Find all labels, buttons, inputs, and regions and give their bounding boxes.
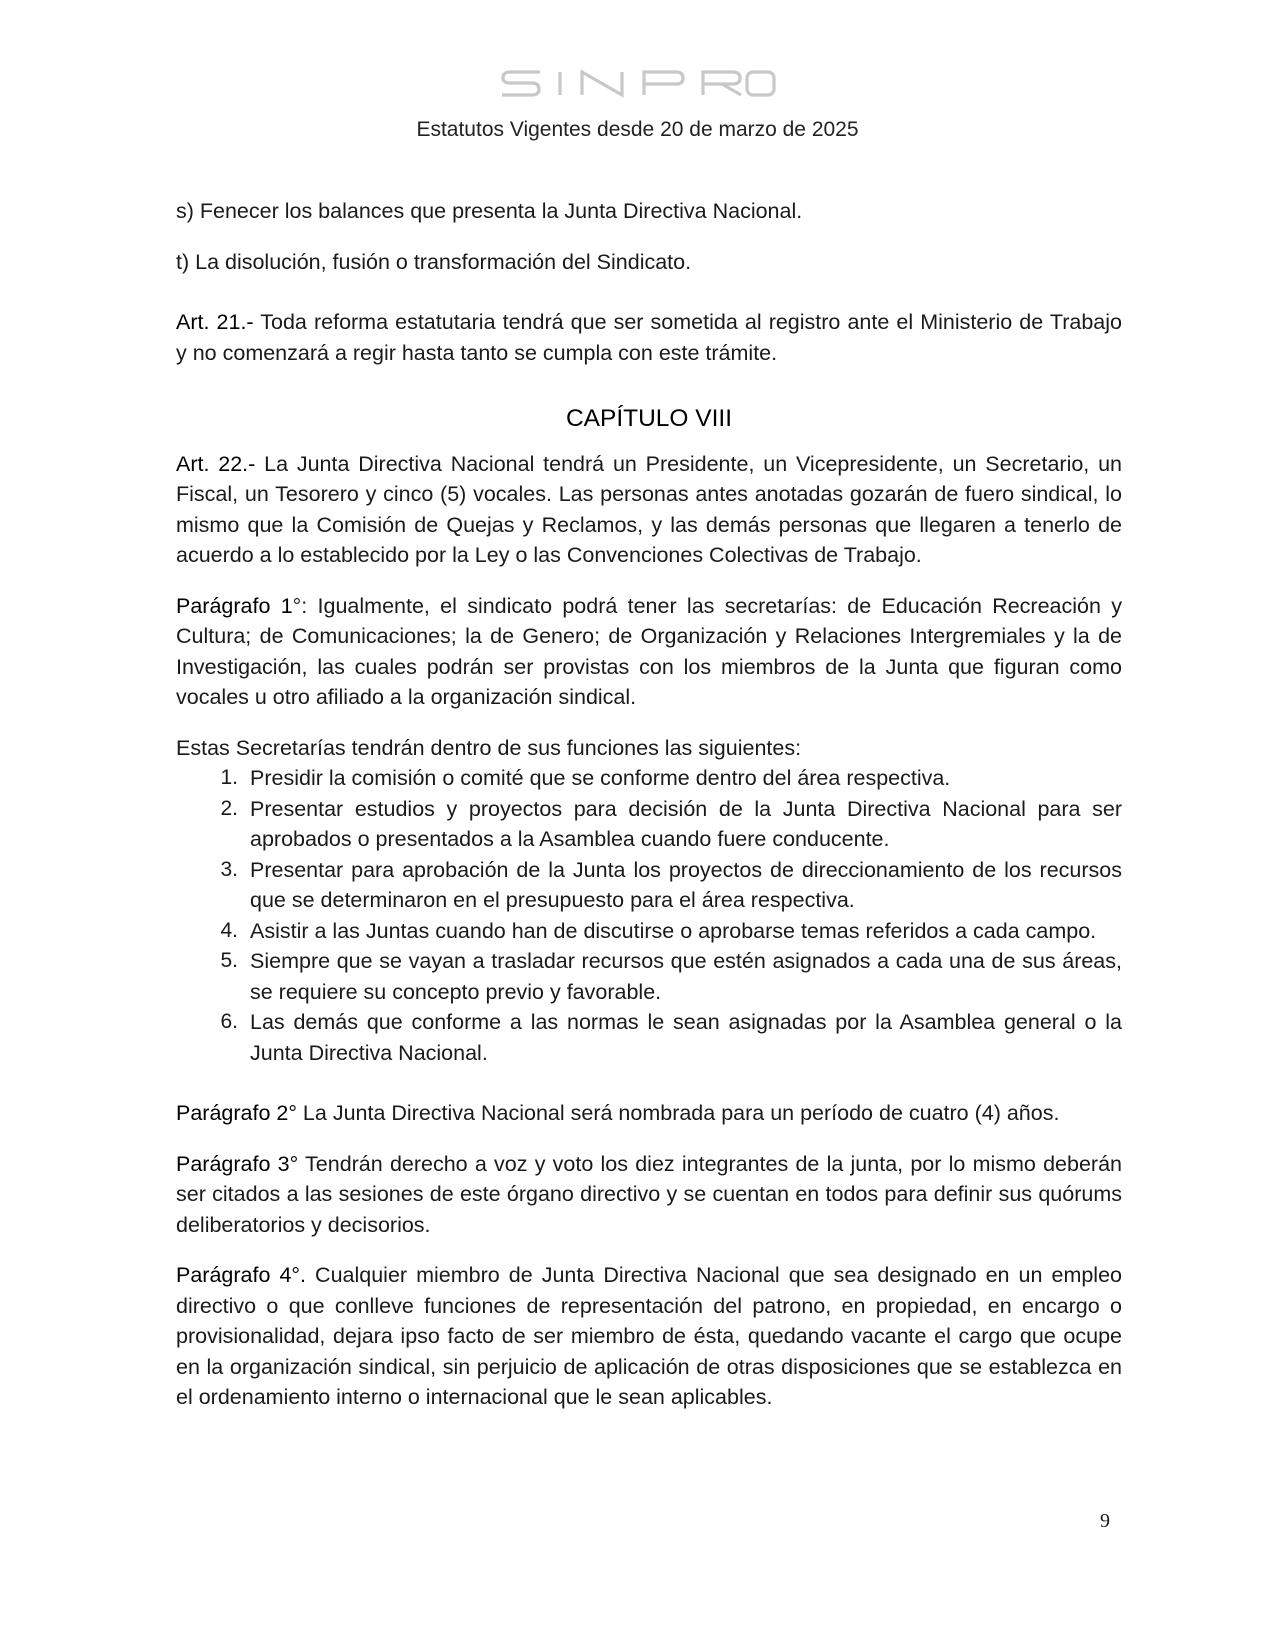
functions-list: [176, 763, 1122, 1068]
list-item-text: Asistir a las Juntas cuando han de discutirse o aprobarse temas referidos a cada campo.: [250, 918, 1097, 943]
paragraph-3-label: Parágrafo 3°: [176, 1151, 299, 1176]
list-item-number: 1.: [220, 766, 238, 789]
list-item-text: Presentar estudios y proyectos para decisión de la Junta Directiva Nacional para ser aprobados o presentados a la Asamblea cuando fuere conducente.: [250, 796, 1122, 851]
logo-wordmark-icon: [500, 68, 776, 98]
paragraph-4-text: Cualquier miembro de Junta Directiva Nacional que sea designado en un empleo directivo o que conlleve funciones de representación del patrono, en propiedad, en encargo o provisionalidad, dejara ipso facto de ser miembro de ésta, quedando vacante el cargo que ocupe en la organización sindical, sin perjuicio de aplicación de otras disposiciones que se establezca en el ordenamiento interno o internacional que le sean aplicables.: [176, 1263, 1123, 1409]
paragraph-1: [176, 591, 1122, 713]
article-21-text: Toda reforma estatutaria tendrá que ser sometida al registro ante el Ministerio de Trabajo y no comenzará a regir hasta tanto se cumpla con este trámite.: [176, 310, 1122, 365]
paragraph-2-text: La Junta Directiva Nacional será nombrada para un período de cuatro (4) años.: [296, 1101, 1060, 1125]
list-item: [176, 946, 1122, 1007]
paragraph-2: [176, 1098, 1122, 1129]
list-item-t: t) La disolución, fusión o transformación del Sindicato.: [176, 249, 692, 274]
paragraph-2-label: Parágrafo 2°: [176, 1101, 297, 1125]
list-item-text: Las demás que conforme a las normas le sean asignadas por la Asamblea general o la Junta Directiva Nacional.: [250, 1010, 1122, 1065]
list-item: [176, 1007, 1122, 1068]
list-item-text: Siempre que se vayan a trasladar recursos que estén asignados a cada una de sus áreas, se requiere su concepto previo y favorable.: [250, 949, 1122, 1004]
page-header: [0, 68, 1275, 142]
article-22-label: Art. 22.-: [176, 451, 256, 476]
list-item-number: 3.: [220, 857, 238, 881]
list-item-number: 5.: [220, 949, 238, 972]
list-item: [176, 763, 1122, 794]
article-22-text: La Junta Directiva Nacional tendrá un Presidente, un Vicepresidente, un Secretario, un Fiscal, un Tesorero y cinco (5) vocales. Las personas antes anotadas gozarán de fuero sindical, lo mismo que la Comisión de Quejas y Reclamos, y las demás personas que llegaren a tenerlo de acuerdo a lo establecido por la Ley o las Convenciones Colectivas de Trabajo.: [176, 451, 1122, 567]
document-body: [176, 196, 1122, 1413]
page-number: 9: [1100, 1510, 1110, 1532]
paragraph-1-text: °: Igualmente, el sindicato podrá tener las secretarías: de Educación Recreación y Cultura; de Comunicaciones; la de Genero; de Organización y Relaciones Intergremiales y la de Investigación, las cuales podrán ser provistas con los miembros de la Junta que figuran como vocales u otro afiliado a la organización sindical.: [176, 593, 1122, 709]
list-item: [176, 855, 1122, 916]
paragraph-3-text: Tendrán derecho a voz y voto los diez integrantes de la junta, por lo mismo deberán ser citados a las sesiones de este órgano directivo y se cuentan en todos para definir sus quórums deliberatorios y decisorios.: [176, 1151, 1122, 1237]
paragraph-3: [176, 1149, 1122, 1241]
paragraph-4: [176, 1260, 1122, 1413]
paragraph-4-label: Parágrafo 4°.: [176, 1263, 306, 1287]
list-item: [176, 794, 1122, 855]
list-item-s: s) Fenecer los balances que presenta la Junta Directiva Nacional.: [176, 199, 803, 223]
list-item-number: 4.: [220, 918, 238, 942]
sinpro-logo: [0, 68, 1275, 98]
list-item-number: 2.: [220, 796, 238, 820]
list-item-number: 6.: [220, 1010, 238, 1033]
list-item-text: Presentar para aprobación de la Junta los proyectos de direccionamiento de los recursos que se determinaron en el presupuesto para el área respectiva.: [250, 857, 1122, 912]
paragraph-1-label: Parágrafo 1: [176, 593, 293, 618]
chapter-title: CAPÍTULO VIII: [565, 405, 733, 432]
header-subtitle: Estatutos Vigentes desde 20 de marzo de 2025: [416, 118, 859, 141]
article-21: [176, 307, 1122, 368]
article-21-label: Art. 21.-: [176, 310, 254, 334]
list-item: [176, 916, 1122, 947]
list-item-text: Presidir la comisión o comité que se conforme dentro del área respectiva.: [250, 766, 951, 790]
article-22: [176, 449, 1122, 571]
functions-intro: Estas Secretarías tendrán dentro de sus funciones las siguientes:: [176, 735, 802, 760]
